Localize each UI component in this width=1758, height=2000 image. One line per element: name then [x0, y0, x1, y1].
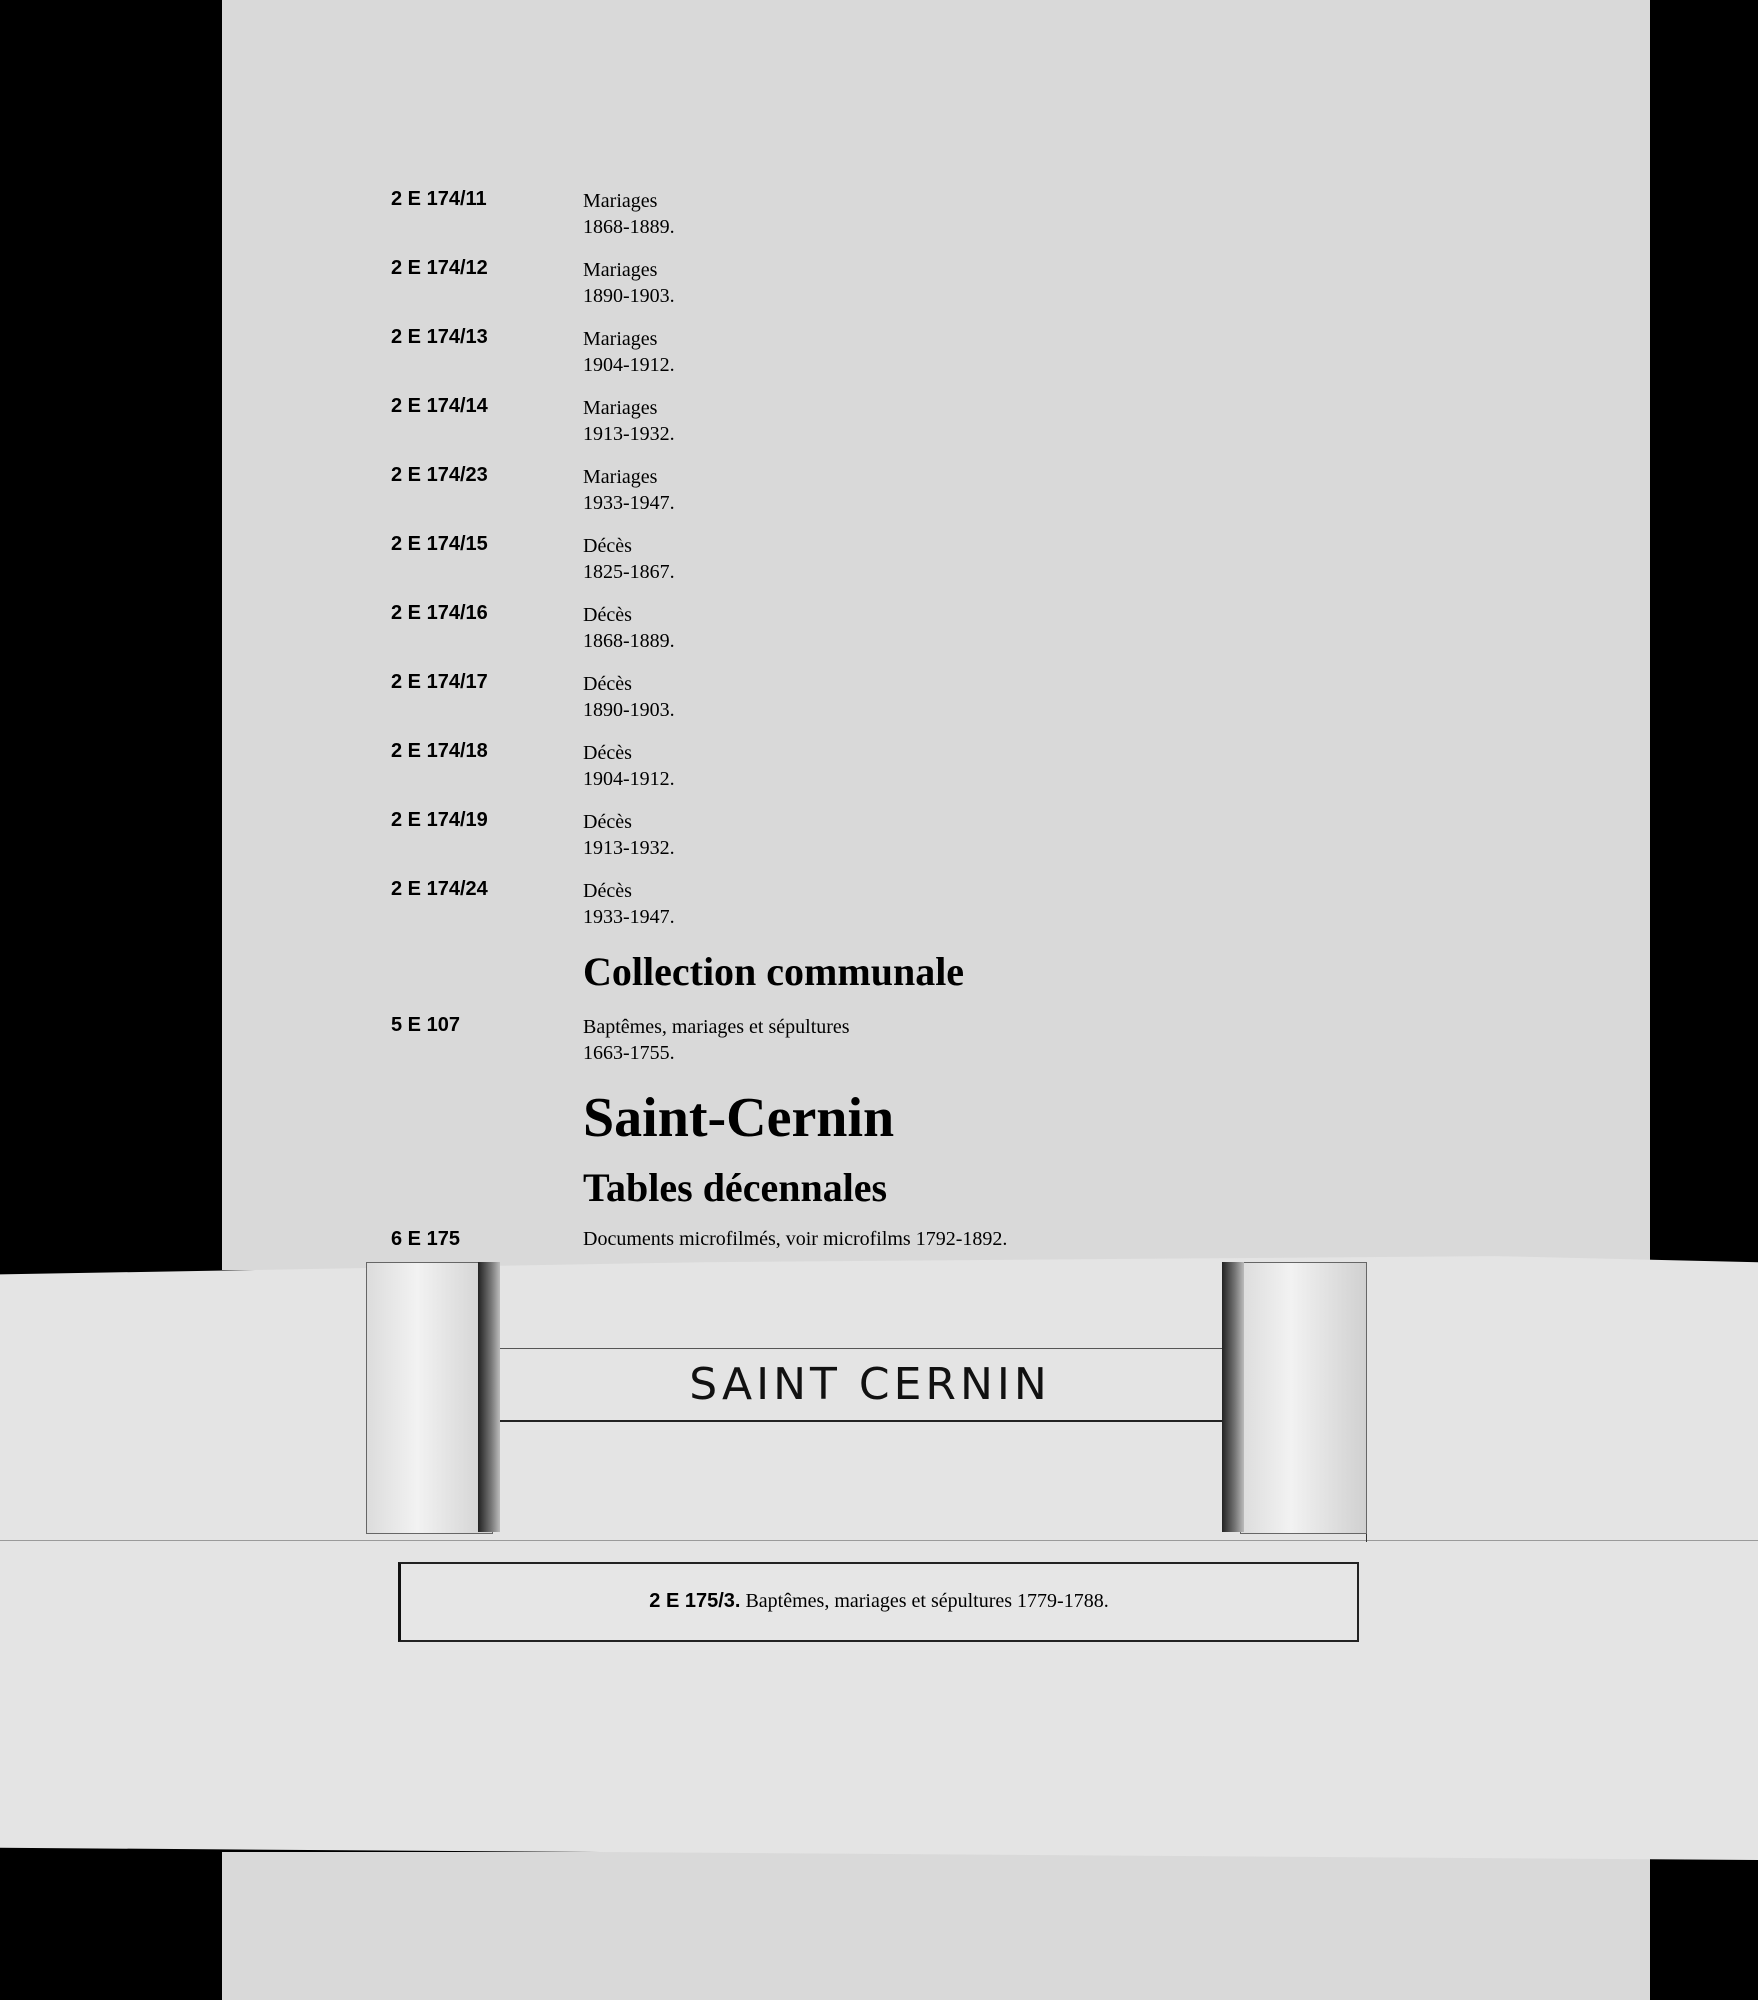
- partial-entry-code: 6 E 175: [391, 1228, 460, 1250]
- document-page-bottom: [222, 1852, 1650, 2000]
- entry-dates: 1890-1903.: [583, 285, 675, 307]
- entry-code: 2 E 174/11: [391, 188, 487, 210]
- entry-type: Décès: [583, 880, 632, 902]
- entry-description: [583, 188, 675, 240]
- partial-entry-text: Documents microfilmés, voir microfilms 1792-1892.: [583, 1228, 1008, 1250]
- collection-heading: Collection communale: [583, 949, 965, 994]
- entry-type: Décès: [583, 673, 632, 695]
- entry-type: Décès: [583, 742, 632, 764]
- tables-heading: Tables décennales: [583, 1165, 888, 1210]
- entry-dates: 1904-1912.: [583, 768, 675, 790]
- entry-description: [583, 878, 675, 930]
- entry-dates: 1825-1867.: [583, 561, 675, 583]
- paper-clip-left-shadow: [478, 1262, 500, 1532]
- handwritten-label-text: SAINT CERNIN: [689, 1359, 1051, 1410]
- document-page: [222, 0, 1650, 1270]
- printed-label-text: [401, 1590, 1357, 1613]
- printed-label-description: Baptêmes, mariages et sépultures 1779-1788.: [745, 1590, 1109, 1612]
- entry-dates: 1904-1912.: [583, 354, 675, 376]
- entry-dates: 1868-1889.: [583, 216, 675, 238]
- entry-type: Décès: [583, 811, 632, 833]
- entry-code: 2 E 174/23: [391, 464, 488, 486]
- entry-type: Mariages: [583, 190, 658, 212]
- entry-description: [583, 671, 675, 723]
- entry-dates: 1663-1755.: [583, 1042, 675, 1064]
- handwritten-label: [500, 1345, 1240, 1425]
- entry-dates: 1933-1947.: [583, 492, 675, 514]
- entry-dates: 1868-1889.: [583, 630, 675, 652]
- entry-description: [583, 1014, 850, 1066]
- entry-code: 2 E 174/15: [391, 533, 488, 555]
- entry-description: [583, 740, 675, 792]
- entry-type: Décès: [583, 535, 632, 557]
- entry-type: Mariages: [583, 259, 658, 281]
- commune-heading: Saint-Cernin: [583, 1087, 895, 1149]
- entry-description: [583, 257, 675, 309]
- entry-dates: 1933-1947.: [583, 906, 675, 928]
- entry-description: [583, 464, 675, 516]
- entry-code: 2 E 174/14: [391, 395, 488, 417]
- entry-description: [583, 809, 675, 861]
- entry-dates: 1913-1932.: [583, 837, 675, 859]
- entry-description: [583, 533, 675, 585]
- envelope: [0, 1250, 1758, 1860]
- entry-description: [583, 602, 675, 654]
- entry-type: Décès: [583, 604, 632, 626]
- entry-code: 2 E 174/12: [391, 257, 488, 279]
- entry-dates: 1890-1903.: [583, 699, 675, 721]
- entry-code: 2 E 174/17: [391, 671, 488, 693]
- entry-code: 2 E 174/24: [391, 878, 488, 900]
- envelope-fold-line: [0, 1540, 1758, 1541]
- entry-type: Mariages: [583, 328, 658, 350]
- entry-code: 2 E 174/13: [391, 326, 488, 348]
- entry-code: 2 E 174/18: [391, 740, 488, 762]
- printed-label: [398, 1562, 1359, 1642]
- entry-description: [583, 326, 675, 378]
- entry-code: 2 E 174/16: [391, 602, 488, 624]
- entry-code: 5 E 107: [391, 1014, 460, 1036]
- entry-dates: 1913-1932.: [583, 423, 675, 445]
- paper-clip-left: [366, 1262, 493, 1534]
- entry-type: Mariages: [583, 466, 658, 488]
- entry-type: Mariages: [583, 397, 658, 419]
- printed-label-code: 2 E 175/3.: [649, 1590, 741, 1612]
- paper-clip-right: [1240, 1262, 1367, 1534]
- entry-code: 2 E 174/19: [391, 809, 488, 831]
- entry-type: Baptêmes, mariages et sépultures: [583, 1016, 850, 1038]
- entry-description: [583, 395, 675, 447]
